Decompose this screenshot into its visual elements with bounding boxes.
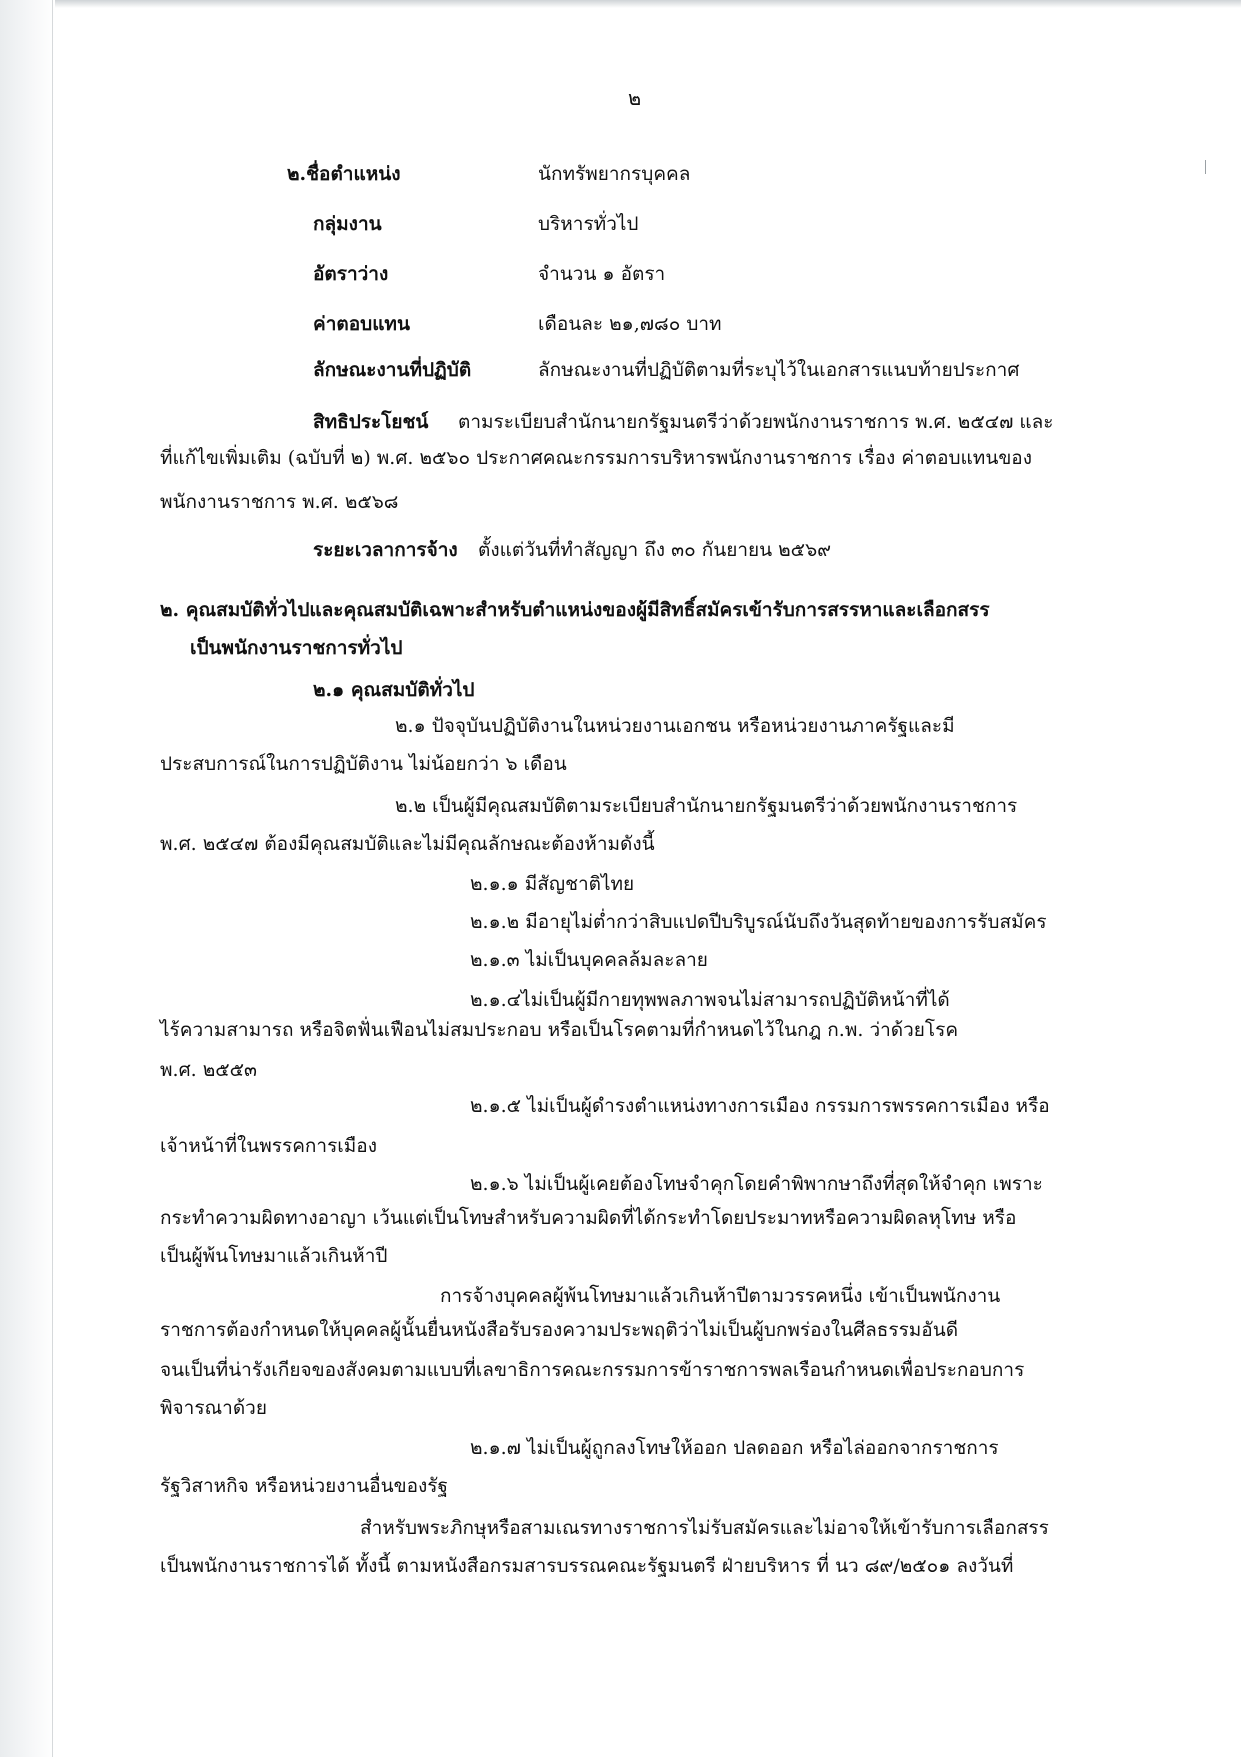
paragraph-text: การจ้างบุคคลผู้พ้นโทษมาแล้วเกินห้าปีตามวรรคหนึ่ง เข้าเป็นพนักงาน <box>440 1285 1001 1307</box>
list-item: ๒.๑.๕ ไม่เป็นผู้ดำรงตำแหน่งทางการเมือง กรรมการพรรคการเมือง หรือ <box>470 1095 1050 1117</box>
job-description-value: ลักษณะงานที่ปฏิบัติตามที่ระบุไว้ในเอกสารแนบท้ายประกาศ <box>538 359 1020 381</box>
position-label: ๒.ชื่อตำแหน่ง <box>287 163 401 185</box>
paragraph-text: พิจารณาด้วย <box>160 1397 267 1419</box>
work-group-label: กลุ่มงาน <box>313 213 382 235</box>
work-group-value: บริหารทั่วไป <box>538 213 639 235</box>
paragraph-text: เป็นพนักงานราชการได้ ทั้งนี้ ตามหนังสือกรมสารบรรณคณะรัฐมนตรี ฝ่ายบริหาร ที่ นว ๘๙/๒๕๐๑ ลงวันที่ <box>160 1555 1014 1577</box>
paragraph-text: ๒.๑ ปัจจุบันปฏิบัติงานในหน่วยงานเอกชน หรือหน่วยงานภาครัฐและมี <box>395 715 955 737</box>
benefits-text: ที่แก้ไขเพิ่มเติม (ฉบับที่ ๒) พ.ศ. ๒๕๖๐ ประกาศคณะกรรมการบริหารพนักงานราชการ เรื่อง ค่าตอบแทนของ <box>160 447 1032 469</box>
job-description-label: ลักษณะงานที่ปฏิบัติ <box>313 359 472 381</box>
paragraph-text: จนเป็นที่น่ารังเกียจของสังคมตามแบบที่เลขาธิการคณะกรรมการข้าราชการพลเรือนกำหนดเพื่อประกอบการ <box>160 1359 1025 1381</box>
list-item: เจ้าหน้าที่ในพรรคการเมือง <box>160 1135 377 1157</box>
list-item: รัฐวิสาหกิจ หรือหน่วยงานอื่นของรัฐ <box>160 1475 448 1497</box>
position-value: นักทรัพยากรบุคคล <box>538 163 691 185</box>
paragraph-text: ราชการต้องกำหนดให้บุคคลผู้นั้นยื่นหนังสือรับรองความประพฤติว่าไม่เป็นผู้บกพร่องในศีลธรรมอันดี <box>160 1319 959 1341</box>
section-heading: ๒. คุณสมบัติทั่วไปและคุณสมบัติเฉพาะสำหรับตำแหน่งของผู้มีสิทธิ์สมัครเข้ารับการสรรหาและเลือกสรร <box>160 599 990 621</box>
paragraph-text: สำหรับพระภิกษุหรือสามเณรทางราชการไม่รับสมัครและไม่อาจให้เข้ารับการเลือกสรร <box>360 1517 1049 1539</box>
section-heading: เป็นพนักงานราชการทั่วไป <box>190 637 403 659</box>
paragraph-text: ประสบการณ์ในการปฏิบัติงาน ไม่น้อยกว่า ๖ เดือน <box>160 753 567 775</box>
list-item: ๒.๑.๖ ไม่เป็นผู้เคยต้องโทษจำคุกโดยคำพิพากษาถึงที่สุดให้จำคุก เพราะ <box>470 1173 1043 1195</box>
list-item: ไร้ความสามารถ หรือจิตฟั่นเฟือนไม่สมประกอบ หรือเป็นโรคตามที่กำหนดไว้ในกฎ ก.พ. ว่าด้วยโรค <box>160 1019 959 1041</box>
paragraph-text: ๒.๒ เป็นผู้มีคุณสมบัติตามระเบียบสำนักนายกรัฐมนตรีว่าด้วยพนักงานราชการ <box>395 795 1018 817</box>
benefits-text: ตามระเบียบสำนักนายกรัฐมนตรีว่าด้วยพนักงานราชการ พ.ศ. ๒๕๔๗ และ <box>458 411 1054 433</box>
paragraph-text: พ.ศ. ๒๕๔๗ ต้องมีคุณสมบัติและไม่มีคุณลักษณะต้องห้ามดังนี้ <box>160 833 655 855</box>
list-item: ๒.๑.๔ไม่เป็นผู้มีกายทุพพลภาพจนไม่สามารถปฏิบัติหน้าที่ได้ <box>470 989 950 1011</box>
benefits-text: พนักงานราชการ พ.ศ. ๒๕๖๘ <box>160 491 399 513</box>
benefits-label: สิทธิประโยชน์ <box>313 411 429 433</box>
employment-period-value: ตั้งแต่วันที่ทำสัญญา ถึง ๓๐ กันยายน ๒๕๖๙ <box>478 539 832 561</box>
list-item: ๒.๑.๒ มีอายุไม่ต่ำกว่าสิบแปดปีบริบูรณ์นับถึงวันสุดท้ายของการรับสมัคร <box>470 911 1047 933</box>
list-item: เป็นผู้พ้นโทษมาแล้วเกินห้าปี <box>160 1245 388 1267</box>
sub-heading: ๒.๑ คุณสมบัติทั่วไป <box>313 679 475 701</box>
compensation-label: ค่าตอบแทน <box>313 313 410 335</box>
page-number: ๒ <box>628 86 642 110</box>
vacancy-value: จำนวน ๑ อัตรา <box>538 263 666 285</box>
employment-period-label: ระยะเวลาการจ้าง <box>313 539 458 561</box>
vacancy-label: อัตราว่าง <box>313 263 389 285</box>
list-item: ๒.๑.๓ ไม่เป็นบุคคลล้มละลาย <box>470 949 708 971</box>
list-item: ๒.๑.๗ ไม่เป็นผู้ถูกลงโทษให้ออก ปลดออก หรือไล่ออกจากราชการ <box>470 1437 999 1459</box>
list-item: กระทำความผิดทางอาญา เว้นแต่เป็นโทษสำหรับความผิดที่ได้กระทำโดยประมาทหรือความผิดลหุโทษ หรือ <box>160 1207 1017 1229</box>
compensation-value: เดือนละ ๒๑,๗๘๐ บาท <box>538 313 722 335</box>
list-item: ๒.๑.๑ มีสัญชาติไทย <box>470 873 635 895</box>
list-item: พ.ศ. ๒๕๕๓ <box>160 1059 257 1081</box>
